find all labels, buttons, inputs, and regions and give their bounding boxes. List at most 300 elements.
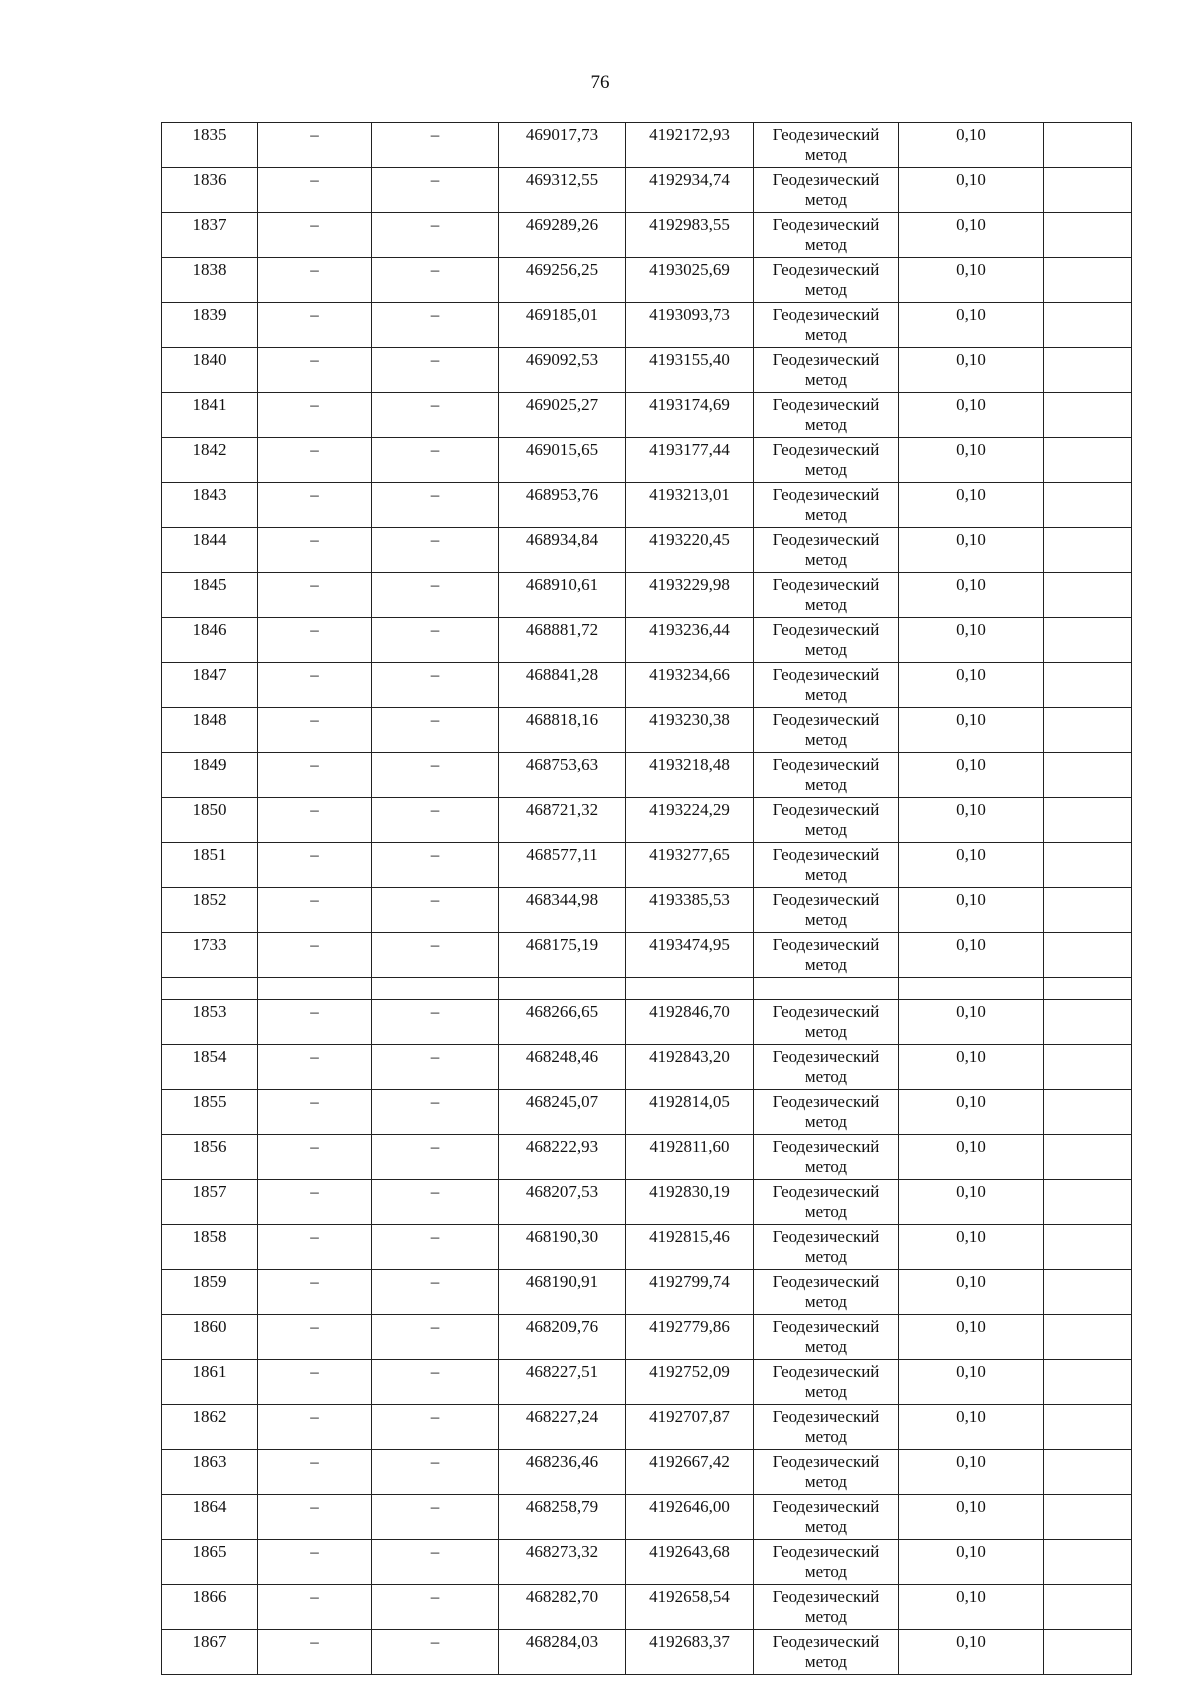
x-coordinate-cell: 468282,70 bbox=[499, 1585, 626, 1630]
y-coordinate-cell: 4193229,98 bbox=[626, 573, 754, 618]
accuracy-cell: 0,10 bbox=[899, 168, 1044, 213]
y-coordinate-cell: 4192752,09 bbox=[626, 1360, 754, 1405]
dash-cell: – bbox=[372, 1090, 499, 1135]
x-coordinate-cell: 468910,61 bbox=[499, 573, 626, 618]
method-cell bbox=[754, 303, 899, 348]
dash-cell: – bbox=[258, 1360, 372, 1405]
table-row bbox=[162, 393, 1132, 438]
accuracy-cell: 0,10 bbox=[899, 123, 1044, 168]
y-coordinate-cell: 4192983,55 bbox=[626, 213, 754, 258]
x-coordinate-cell: 468841,28 bbox=[499, 663, 626, 708]
method-label-line2: метод bbox=[804, 415, 848, 434]
method-label-line1: Геодезический bbox=[772, 440, 880, 459]
dash-cell: – bbox=[258, 1630, 372, 1675]
point-id-cell: 1840 bbox=[162, 348, 258, 393]
table-row bbox=[162, 1045, 1132, 1090]
x-coordinate-cell: 468284,03 bbox=[499, 1630, 626, 1675]
dash-cell: – bbox=[372, 123, 499, 168]
method-label-line1: Геодезический bbox=[772, 620, 880, 639]
x-coordinate-cell: 468245,07 bbox=[499, 1090, 626, 1135]
method-label-line1: Геодезический bbox=[772, 305, 880, 324]
empty-cell bbox=[1044, 1540, 1132, 1585]
point-id-cell: 1865 bbox=[162, 1540, 258, 1585]
dash-cell: – bbox=[372, 483, 499, 528]
method-cell bbox=[754, 1360, 899, 1405]
method-cell bbox=[754, 1405, 899, 1450]
method-label-line1: Геодезический bbox=[772, 665, 880, 684]
table-row bbox=[162, 1225, 1132, 1270]
y-coordinate-cell: 4192779,86 bbox=[626, 1315, 754, 1360]
dash-cell: – bbox=[258, 348, 372, 393]
dash-cell: – bbox=[258, 1270, 372, 1315]
y-coordinate-cell: 4193025,69 bbox=[626, 258, 754, 303]
accuracy-cell: 0,10 bbox=[899, 1495, 1044, 1540]
method-label-line1: Геодезический bbox=[772, 1272, 880, 1291]
method-cell bbox=[754, 528, 899, 573]
empty-cell bbox=[1044, 1000, 1132, 1045]
coordinates-table-body bbox=[162, 123, 1132, 1675]
dash-cell: – bbox=[372, 1360, 499, 1405]
y-coordinate-cell: 4193474,95 bbox=[626, 933, 754, 978]
x-coordinate-cell: 468881,72 bbox=[499, 618, 626, 663]
dash-cell: – bbox=[372, 1540, 499, 1585]
dash-cell: – bbox=[258, 303, 372, 348]
y-coordinate-cell: 4193234,66 bbox=[626, 663, 754, 708]
empty-cell bbox=[1044, 393, 1132, 438]
method-label-line1: Геодезический bbox=[772, 710, 880, 729]
point-id-cell: 1866 bbox=[162, 1585, 258, 1630]
method-label-line2: метод bbox=[804, 1157, 848, 1176]
x-coordinate-cell: 468344,98 bbox=[499, 888, 626, 933]
method-cell bbox=[754, 888, 899, 933]
point-id-cell: 1838 bbox=[162, 258, 258, 303]
x-coordinate-cell: 468207,53 bbox=[499, 1180, 626, 1225]
method-cell bbox=[754, 438, 899, 483]
empty-cell bbox=[1044, 618, 1132, 663]
method-label-line1: Геодезический bbox=[772, 845, 880, 864]
empty-cell bbox=[1044, 798, 1132, 843]
accuracy-cell: 0,10 bbox=[899, 798, 1044, 843]
method-cell bbox=[754, 1585, 899, 1630]
method-label-line2: метод bbox=[804, 370, 848, 389]
table-row bbox=[162, 618, 1132, 663]
table-row bbox=[162, 438, 1132, 483]
method-label-line1: Геодезический bbox=[772, 935, 880, 954]
x-coordinate-cell: 468190,91 bbox=[499, 1270, 626, 1315]
x-coordinate-cell: 469017,73 bbox=[499, 123, 626, 168]
y-coordinate-cell: 4193385,53 bbox=[626, 888, 754, 933]
method-label-line1: Геодезический bbox=[772, 395, 880, 414]
method-label-line1: Геодезический bbox=[772, 1317, 880, 1336]
method-label-line1: Геодезический bbox=[772, 125, 880, 144]
y-coordinate-cell: 4192658,54 bbox=[626, 1585, 754, 1630]
point-id-cell: 1839 bbox=[162, 303, 258, 348]
method-label-line2: метод bbox=[804, 280, 848, 299]
accuracy-cell: 0,10 bbox=[899, 933, 1044, 978]
dash-cell: – bbox=[372, 618, 499, 663]
x-coordinate-cell: 468222,93 bbox=[499, 1135, 626, 1180]
dash-cell: – bbox=[372, 933, 499, 978]
dash-cell: – bbox=[372, 393, 499, 438]
method-cell bbox=[754, 123, 899, 168]
table-row bbox=[162, 1135, 1132, 1180]
method-cell bbox=[754, 1090, 899, 1135]
x-coordinate-cell: 468248,46 bbox=[499, 1045, 626, 1090]
empty-cell bbox=[162, 978, 258, 1000]
method-label-line2: метод bbox=[804, 685, 848, 704]
dash-cell: – bbox=[258, 258, 372, 303]
x-coordinate-cell: 468721,32 bbox=[499, 798, 626, 843]
accuracy-cell: 0,10 bbox=[899, 1225, 1044, 1270]
dash-cell: – bbox=[258, 1495, 372, 1540]
accuracy-cell: 0,10 bbox=[899, 843, 1044, 888]
point-id-cell: 1849 bbox=[162, 753, 258, 798]
accuracy-cell: 0,10 bbox=[899, 528, 1044, 573]
y-coordinate-cell: 4192934,74 bbox=[626, 168, 754, 213]
dash-cell: – bbox=[372, 1135, 499, 1180]
accuracy-cell: 0,10 bbox=[899, 573, 1044, 618]
empty-cell bbox=[1044, 213, 1132, 258]
separator-row bbox=[162, 978, 1132, 1000]
method-cell bbox=[754, 663, 899, 708]
method-cell bbox=[754, 258, 899, 303]
method-label-line2: метод bbox=[804, 775, 848, 794]
point-id-cell: 1859 bbox=[162, 1270, 258, 1315]
y-coordinate-cell: 4193224,29 bbox=[626, 798, 754, 843]
y-coordinate-cell: 4193213,01 bbox=[626, 483, 754, 528]
empty-cell bbox=[1044, 573, 1132, 618]
empty-cell bbox=[1044, 123, 1132, 168]
empty-cell bbox=[1044, 483, 1132, 528]
dash-cell: – bbox=[258, 1225, 372, 1270]
empty-cell bbox=[1044, 1360, 1132, 1405]
accuracy-cell: 0,10 bbox=[899, 1315, 1044, 1360]
empty-cell bbox=[1044, 1225, 1132, 1270]
point-id-cell: 1851 bbox=[162, 843, 258, 888]
method-cell bbox=[754, 1225, 899, 1270]
y-coordinate-cell: 4192643,68 bbox=[626, 1540, 754, 1585]
table-row bbox=[162, 708, 1132, 753]
table-row bbox=[162, 843, 1132, 888]
dash-cell: – bbox=[258, 1135, 372, 1180]
dash-cell: – bbox=[372, 843, 499, 888]
method-cell bbox=[754, 1180, 899, 1225]
x-coordinate-cell: 468175,19 bbox=[499, 933, 626, 978]
empty-cell bbox=[1044, 438, 1132, 483]
point-id-cell: 1850 bbox=[162, 798, 258, 843]
y-coordinate-cell: 4192843,20 bbox=[626, 1045, 754, 1090]
method-label-line1: Геодезический bbox=[772, 1452, 880, 1471]
empty-cell bbox=[1044, 753, 1132, 798]
method-label-line2: метод bbox=[804, 505, 848, 524]
empty-cell bbox=[1044, 1495, 1132, 1540]
x-coordinate-cell: 468258,79 bbox=[499, 1495, 626, 1540]
empty-cell bbox=[372, 978, 499, 1000]
method-label-line1: Геодезический bbox=[772, 1632, 880, 1651]
dash-cell: – bbox=[258, 168, 372, 213]
accuracy-cell: 0,10 bbox=[899, 393, 1044, 438]
x-coordinate-cell: 468753,63 bbox=[499, 753, 626, 798]
accuracy-cell: 0,10 bbox=[899, 888, 1044, 933]
x-coordinate-cell: 469015,65 bbox=[499, 438, 626, 483]
method-label-line2: метод bbox=[804, 910, 848, 929]
dash-cell: – bbox=[258, 393, 372, 438]
empty-cell bbox=[1044, 258, 1132, 303]
dash-cell: – bbox=[372, 798, 499, 843]
table-row bbox=[162, 798, 1132, 843]
empty-cell bbox=[1044, 1180, 1132, 1225]
empty-cell bbox=[1044, 1450, 1132, 1495]
dash-cell: – bbox=[258, 843, 372, 888]
dash-cell: – bbox=[372, 1495, 499, 1540]
y-coordinate-cell: 4192646,00 bbox=[626, 1495, 754, 1540]
point-id-cell: 1844 bbox=[162, 528, 258, 573]
method-label-line1: Геодезический bbox=[772, 485, 880, 504]
table-row bbox=[162, 1495, 1132, 1540]
y-coordinate-cell: 4192846,70 bbox=[626, 1000, 754, 1045]
x-coordinate-cell: 469312,55 bbox=[499, 168, 626, 213]
empty-cell bbox=[626, 978, 754, 1000]
point-id-cell: 1860 bbox=[162, 1315, 258, 1360]
empty-cell bbox=[1044, 1045, 1132, 1090]
method-label-line2: метод bbox=[804, 1202, 848, 1221]
point-id-cell: 1848 bbox=[162, 708, 258, 753]
dash-cell: – bbox=[372, 708, 499, 753]
accuracy-cell: 0,10 bbox=[899, 1135, 1044, 1180]
table-row bbox=[162, 753, 1132, 798]
empty-cell bbox=[1044, 1315, 1132, 1360]
dash-cell: – bbox=[372, 258, 499, 303]
dash-cell: – bbox=[372, 1180, 499, 1225]
method-cell bbox=[754, 933, 899, 978]
method-label-line2: метод bbox=[804, 1382, 848, 1401]
method-label-line2: метод bbox=[804, 1067, 848, 1086]
x-coordinate-cell: 469289,26 bbox=[499, 213, 626, 258]
table-row bbox=[162, 1180, 1132, 1225]
table-row bbox=[162, 303, 1132, 348]
method-label-line2: метод bbox=[804, 595, 848, 614]
point-id-cell: 1847 bbox=[162, 663, 258, 708]
point-id-cell: 1862 bbox=[162, 1405, 258, 1450]
accuracy-cell: 0,10 bbox=[899, 1045, 1044, 1090]
empty-cell bbox=[1044, 348, 1132, 393]
empty-cell bbox=[899, 978, 1044, 1000]
method-label-line1: Геодезический bbox=[772, 1047, 880, 1066]
dash-cell: – bbox=[372, 888, 499, 933]
method-label-line2: метод bbox=[804, 1112, 848, 1131]
method-label-line1: Геодезический bbox=[772, 800, 880, 819]
empty-cell bbox=[1044, 933, 1132, 978]
x-coordinate-cell: 469092,53 bbox=[499, 348, 626, 393]
dash-cell: – bbox=[372, 1405, 499, 1450]
empty-cell bbox=[1044, 978, 1132, 1000]
empty-cell bbox=[1044, 1405, 1132, 1450]
dash-cell: – bbox=[372, 1270, 499, 1315]
empty-cell bbox=[1044, 1135, 1132, 1180]
method-label-line1: Геодезический bbox=[772, 1542, 880, 1561]
method-label-line1: Геодезический bbox=[772, 1362, 880, 1381]
dash-cell: – bbox=[372, 1585, 499, 1630]
dash-cell: – bbox=[372, 1315, 499, 1360]
method-label-line2: метод bbox=[804, 730, 848, 749]
table-row bbox=[162, 1000, 1132, 1045]
accuracy-cell: 0,10 bbox=[899, 1090, 1044, 1135]
empty-cell bbox=[1044, 1585, 1132, 1630]
point-id-cell: 1837 bbox=[162, 213, 258, 258]
point-id-cell: 1861 bbox=[162, 1360, 258, 1405]
dash-cell: – bbox=[372, 1045, 499, 1090]
y-coordinate-cell: 4193155,40 bbox=[626, 348, 754, 393]
method-cell bbox=[754, 1045, 899, 1090]
dash-cell: – bbox=[258, 753, 372, 798]
method-cell bbox=[754, 573, 899, 618]
method-cell bbox=[754, 708, 899, 753]
method-cell bbox=[754, 1135, 899, 1180]
empty-cell bbox=[1044, 168, 1132, 213]
table-row bbox=[162, 1315, 1132, 1360]
dash-cell: – bbox=[372, 1225, 499, 1270]
dash-cell: – bbox=[258, 1315, 372, 1360]
method-label-line2: метод bbox=[804, 865, 848, 884]
y-coordinate-cell: 4193220,45 bbox=[626, 528, 754, 573]
y-coordinate-cell: 4192667,42 bbox=[626, 1450, 754, 1495]
method-label-line2: метод bbox=[804, 145, 848, 164]
dash-cell: – bbox=[372, 1450, 499, 1495]
accuracy-cell: 0,10 bbox=[899, 1180, 1044, 1225]
method-label-line2: метод bbox=[804, 1607, 848, 1626]
table-row bbox=[162, 213, 1132, 258]
point-id-cell: 1855 bbox=[162, 1090, 258, 1135]
method-label-line2: метод bbox=[804, 1337, 848, 1356]
table-row bbox=[162, 528, 1132, 573]
point-id-cell: 1836 bbox=[162, 168, 258, 213]
table-row bbox=[162, 663, 1132, 708]
table-row bbox=[162, 1585, 1132, 1630]
table-row bbox=[162, 168, 1132, 213]
table-row bbox=[162, 1630, 1132, 1675]
empty-cell bbox=[1044, 708, 1132, 753]
dash-cell: – bbox=[258, 1180, 372, 1225]
method-label-line1: Геодезический bbox=[772, 890, 880, 909]
empty-cell bbox=[1044, 663, 1132, 708]
dash-cell: – bbox=[372, 1000, 499, 1045]
y-coordinate-cell: 4192683,37 bbox=[626, 1630, 754, 1675]
method-label-line2: метод bbox=[804, 955, 848, 974]
empty-cell bbox=[1044, 843, 1132, 888]
point-id-cell: 1858 bbox=[162, 1225, 258, 1270]
y-coordinate-cell: 4192799,74 bbox=[626, 1270, 754, 1315]
method-cell bbox=[754, 1495, 899, 1540]
dash-cell: – bbox=[258, 213, 372, 258]
dash-cell: – bbox=[372, 348, 499, 393]
accuracy-cell: 0,10 bbox=[899, 1450, 1044, 1495]
method-label-line2: метод bbox=[804, 1292, 848, 1311]
method-label-line1: Геодезический bbox=[772, 350, 880, 369]
dash-cell: – bbox=[372, 438, 499, 483]
method-label-line1: Геодезический bbox=[772, 1182, 880, 1201]
dash-cell: – bbox=[372, 663, 499, 708]
dash-cell: – bbox=[258, 528, 372, 573]
y-coordinate-cell: 4192815,46 bbox=[626, 1225, 754, 1270]
dash-cell: – bbox=[372, 1630, 499, 1675]
x-coordinate-cell: 469256,25 bbox=[499, 258, 626, 303]
dash-cell: – bbox=[258, 1585, 372, 1630]
accuracy-cell: 0,10 bbox=[899, 1000, 1044, 1045]
method-cell bbox=[754, 753, 899, 798]
point-id-cell: 1852 bbox=[162, 888, 258, 933]
dash-cell: – bbox=[372, 573, 499, 618]
empty-cell bbox=[258, 978, 372, 1000]
method-label-line1: Геодезический bbox=[772, 170, 880, 189]
method-cell bbox=[754, 483, 899, 528]
method-cell bbox=[754, 1450, 899, 1495]
accuracy-cell: 0,10 bbox=[899, 1270, 1044, 1315]
x-coordinate-cell: 469185,01 bbox=[499, 303, 626, 348]
method-label-line1: Геодезический bbox=[772, 260, 880, 279]
x-coordinate-cell: 468266,65 bbox=[499, 1000, 626, 1045]
point-id-cell: 1863 bbox=[162, 1450, 258, 1495]
empty-cell bbox=[1044, 1270, 1132, 1315]
dash-cell: – bbox=[258, 1000, 372, 1045]
accuracy-cell: 0,10 bbox=[899, 1630, 1044, 1675]
empty-cell bbox=[1044, 303, 1132, 348]
x-coordinate-cell: 468953,76 bbox=[499, 483, 626, 528]
accuracy-cell: 0,10 bbox=[899, 618, 1044, 663]
accuracy-cell: 0,10 bbox=[899, 1405, 1044, 1450]
y-coordinate-cell: 4193218,48 bbox=[626, 753, 754, 798]
accuracy-cell: 0,10 bbox=[899, 1360, 1044, 1405]
x-coordinate-cell: 468209,76 bbox=[499, 1315, 626, 1360]
accuracy-cell: 0,10 bbox=[899, 258, 1044, 303]
method-label-line1: Геодезический bbox=[772, 530, 880, 549]
point-id-cell: 1864 bbox=[162, 1495, 258, 1540]
method-label-line2: метод bbox=[804, 550, 848, 569]
table-row bbox=[162, 348, 1132, 393]
point-id-cell: 1842 bbox=[162, 438, 258, 483]
table-row bbox=[162, 933, 1132, 978]
method-label-line2: метод bbox=[804, 460, 848, 479]
method-label-line2: метод bbox=[804, 325, 848, 344]
dash-cell: – bbox=[258, 663, 372, 708]
accuracy-cell: 0,10 bbox=[899, 303, 1044, 348]
table-row bbox=[162, 1270, 1132, 1315]
point-id-cell: 1835 bbox=[162, 123, 258, 168]
x-coordinate-cell: 468934,84 bbox=[499, 528, 626, 573]
point-id-cell: 1733 bbox=[162, 933, 258, 978]
accuracy-cell: 0,10 bbox=[899, 438, 1044, 483]
method-cell bbox=[754, 1630, 899, 1675]
dash-cell: – bbox=[372, 168, 499, 213]
method-label-line1: Геодезический bbox=[772, 1092, 880, 1111]
method-label-line1: Геодезический bbox=[772, 1002, 880, 1021]
dash-cell: – bbox=[372, 303, 499, 348]
point-id-cell: 1856 bbox=[162, 1135, 258, 1180]
y-coordinate-cell: 4192811,60 bbox=[626, 1135, 754, 1180]
method-cell bbox=[754, 1540, 899, 1585]
dash-cell: – bbox=[258, 483, 372, 528]
empty-cell bbox=[754, 978, 899, 1000]
table-row bbox=[162, 1090, 1132, 1135]
method-label-line2: метод bbox=[804, 640, 848, 659]
point-id-cell: 1853 bbox=[162, 1000, 258, 1045]
point-id-cell: 1845 bbox=[162, 573, 258, 618]
method-label-line1: Геодезический bbox=[772, 755, 880, 774]
empty-cell bbox=[499, 978, 626, 1000]
method-label-line2: метод bbox=[804, 1652, 848, 1671]
method-label-line2: метод bbox=[804, 190, 848, 209]
dash-cell: – bbox=[258, 1540, 372, 1585]
empty-cell bbox=[1044, 528, 1132, 573]
